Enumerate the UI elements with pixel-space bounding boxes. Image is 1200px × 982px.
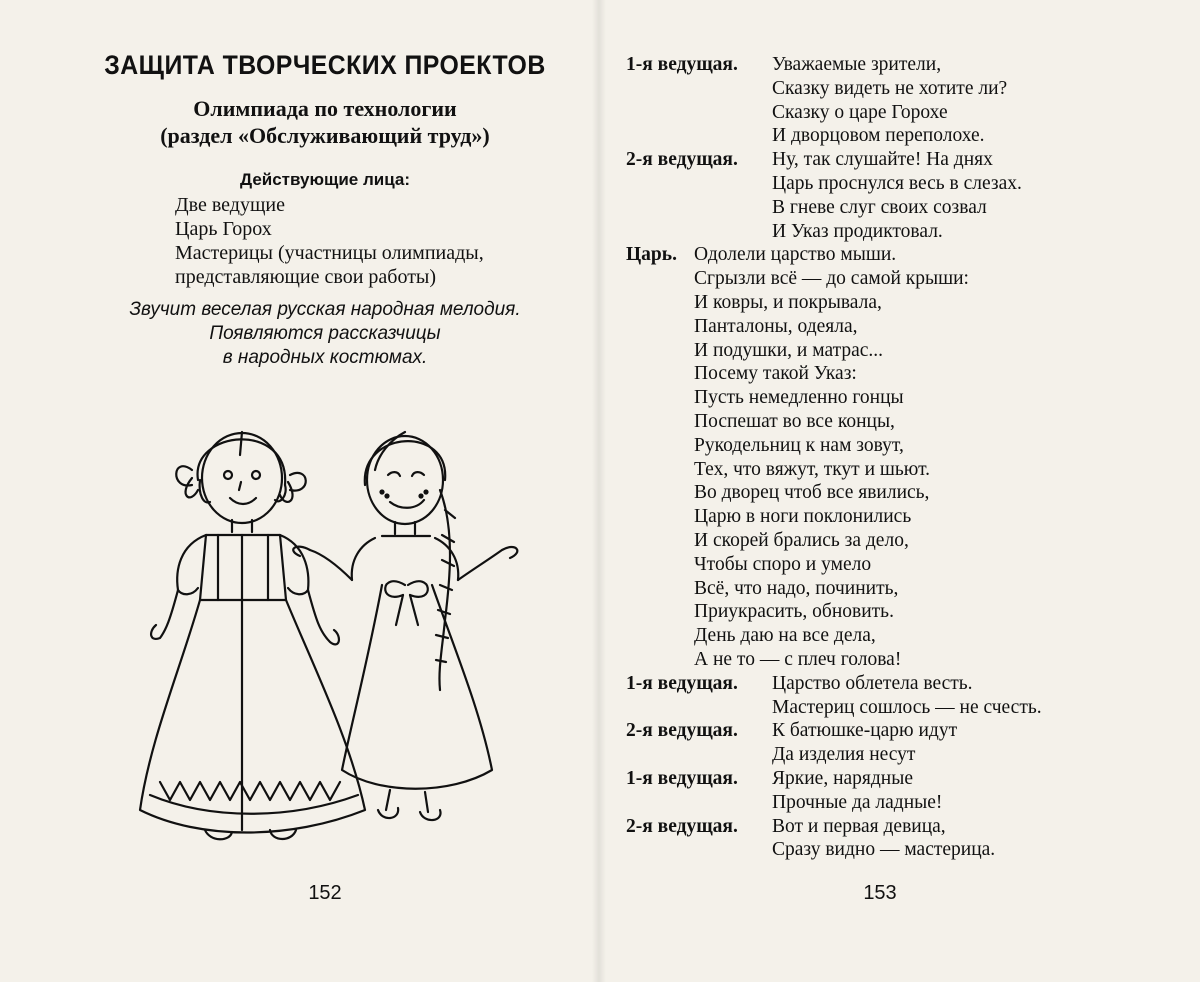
script-line (626, 410, 1156, 434)
verse-text: Сразу видно — мастерица. (772, 839, 996, 861)
stage-direction-line: Звучит веселая русская народная мелодия. (129, 299, 521, 320)
script-line (626, 362, 1156, 386)
verse-text: Поспешат во все концы, (694, 410, 895, 432)
script-line (626, 458, 1156, 482)
script-line (626, 77, 1156, 101)
verse-text: Царство облетела весть. (772, 672, 973, 694)
verse-text: И дворцовом переполохе. (772, 125, 985, 147)
stage-direction (60, 298, 590, 370)
speaker-label: 2-я ведущая. (626, 720, 738, 742)
verse-text: Во дворец чтоб все явились, (694, 482, 930, 504)
script-line (626, 791, 1156, 815)
cast-heading: Действующие лица: (240, 170, 410, 189)
girl-left-figure (140, 432, 365, 839)
script-line (626, 648, 1156, 672)
script-line (626, 481, 1156, 505)
verse-text: Одолели царство мыши. (694, 244, 897, 266)
script-line (626, 243, 1156, 267)
page-number-right: 153 (863, 882, 897, 904)
verse-text: Рукодельниц к нам зовут, (694, 434, 904, 456)
script-line (626, 696, 1156, 720)
script-line (626, 148, 1156, 172)
speaker-label: 1-я ведущая. (626, 672, 738, 694)
script-line (626, 53, 1156, 77)
script-line (626, 434, 1156, 458)
script-line (626, 101, 1156, 125)
script-line (626, 196, 1156, 220)
verse-text: Царю в ноги поклонились (694, 506, 912, 528)
verse-text: Приукрасить, обновить. (694, 601, 894, 623)
verse-text: Прочные да ладные! (772, 791, 943, 813)
cast-line: Мастерицы (участницы олимпиады, (175, 242, 484, 264)
verse-text: Посему такой Указ: (694, 363, 857, 385)
verse-text: К батюшке-царю идут (772, 720, 958, 742)
verse-text: Царь проснулся весь в слезах. (772, 172, 1022, 194)
cast-line: представляющие свои работы) (175, 266, 437, 288)
verse-text: Сгрызли всё — до самой крыши: (694, 268, 969, 290)
script-line (626, 505, 1156, 529)
page-number-left: 152 (308, 882, 342, 904)
script-line (626, 624, 1156, 648)
verse-text: Мастериц сошлось — не счесть. (772, 696, 1042, 718)
speaker-label: 2-я ведущая. (626, 149, 738, 171)
script-text (626, 53, 1156, 862)
page-subtitle (60, 95, 590, 149)
script-line (626, 553, 1156, 577)
script-line (626, 719, 1156, 743)
verse-text: Яркие, нарядные (772, 767, 913, 789)
verse-text: Сказку видеть не хотите ли? (772, 77, 1008, 99)
right-page (600, 0, 1160, 982)
cast-line: Две ведущие (175, 194, 285, 216)
verse-text: Пусть немедленно гонцы (694, 387, 904, 409)
script-line (626, 815, 1156, 839)
script-line (626, 600, 1156, 624)
verse-text: Вот и первая девица, (772, 815, 946, 837)
script-line (626, 124, 1156, 148)
script-line (626, 220, 1156, 244)
speaker-label: 2-я ведущая. (626, 815, 738, 837)
subtitle-line: Олимпиада по технологии (193, 96, 457, 121)
script-line (626, 767, 1156, 791)
cast-line: Царь Горох (175, 218, 272, 240)
script-line (626, 672, 1156, 696)
speaker-label: Царь. (626, 244, 677, 266)
verse-text: Ну, так слушайте! На днях (772, 149, 993, 171)
girl-right-figure (293, 432, 517, 820)
stage-direction-line: Появляются рассказчицы (209, 323, 441, 344)
script-line (626, 743, 1156, 767)
script-line (626, 315, 1156, 339)
verse-text: Сказку о царе Горохе (772, 101, 948, 123)
subtitle-line: (раздел «Обслуживающий труд») (160, 123, 490, 148)
speaker-label: 1-я ведущая. (626, 767, 738, 789)
script-line (626, 386, 1156, 410)
verse-text: И скорей брались за дело, (694, 529, 909, 551)
verse-text: Чтобы споро и умело (694, 553, 872, 575)
left-page (60, 0, 590, 982)
script-line (626, 339, 1156, 363)
verse-text: И подушки, и матрас... (694, 339, 884, 361)
script-line (626, 838, 1156, 862)
speaker-label: 1-я ведущая. (626, 54, 738, 75)
verse-text: Да изделия несут (772, 744, 916, 766)
page-title: ЗАЩИТА ТВОРЧЕСКИХ ПРОЕКТОВ (104, 50, 546, 80)
stage-direction-line: в народных костюмах. (222, 347, 428, 368)
verse-text: Тех, что вяжут, ткут и шьют. (694, 458, 931, 480)
verse-text: И Указ продиктовал. (772, 220, 943, 242)
verse-text: Панталоны, одеяла, (694, 315, 858, 337)
verse-text: День даю на все дела, (694, 625, 876, 647)
verse-text: И ковры, и покрывала, (694, 291, 882, 313)
script-line (626, 291, 1156, 315)
script-line (626, 529, 1156, 553)
script-line (626, 267, 1156, 291)
cast-list (175, 193, 595, 289)
verse-text: Всё, что надо, починить, (694, 577, 899, 599)
two-girls-illustration (120, 410, 560, 850)
verse-text: В гневе слуг своих созвал (772, 196, 987, 218)
verse-text: А не то — с плеч голова! (694, 648, 902, 670)
script-line (626, 172, 1156, 196)
verse-text: Уважаемые зрители, (772, 54, 942, 75)
script-line (626, 577, 1156, 601)
